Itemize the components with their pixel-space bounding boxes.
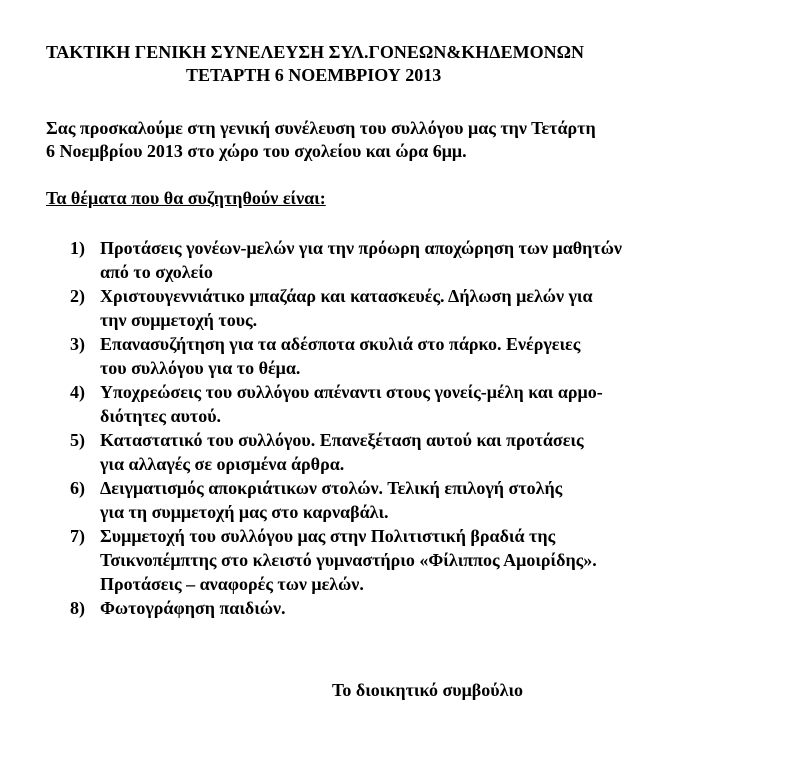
topic-number: 5): [70, 430, 85, 450]
topic-text-line: Καταστατικό του συλλόγου. Επανεξέταση αυτού και προτάσεις: [100, 430, 584, 450]
topic-text: [100, 524, 770, 596]
topic-text: [100, 284, 770, 332]
topic-text-line: Επανασυζήτηση για τα αδέσποτα σκυλιά στο πάρκο. Ενέργειες: [100, 334, 581, 354]
topic-text: [100, 476, 770, 524]
topic-text-line: του συλλόγου για το θέμα.: [100, 358, 301, 378]
intro-line-2: 6 Νοεμβρίου 2013 στο χώρο του σχολείου και ώρα 6μμ.: [46, 141, 467, 161]
topic-text: [100, 332, 770, 380]
document-title-line-1: ΤΑΚΤΙΚΗ ΓΕΝΙΚΗ ΣΥΝΕΛΕΥΣΗ ΣΥΛ.ΓΟΝΕΩΝ&ΚΗΔΕΜΟΝΩΝ: [46, 42, 585, 62]
topic-text-line: για αλλαγές σε ορισμένα άρθρα.: [100, 454, 345, 474]
topic-number: 4): [70, 382, 85, 402]
topic-text: [100, 236, 770, 284]
topic-text-line: την συμμετοχή τους.: [100, 310, 258, 330]
topics-heading: Τα θέματα που θα συζητηθούν είναι:: [46, 188, 326, 208]
topic-number: 7): [70, 526, 85, 546]
topic-text: [100, 428, 770, 476]
topics-list: [70, 236, 770, 620]
topic-text-line: Φωτογράφηση παιδιών.: [100, 598, 286, 618]
topic-number: 3): [70, 334, 85, 354]
topic-text-line: Τσικνοπέμπτης στο κλειστό γυμναστήριο «Φίλιππος Αμοιρίδης».: [100, 550, 597, 570]
topic-text-line: από το σχολείο: [100, 262, 213, 282]
topic-item: [70, 596, 770, 620]
topic-item: [70, 428, 770, 476]
topic-number: 2): [70, 286, 85, 306]
topic-text-line: διότητες αυτού.: [100, 406, 222, 426]
topic-item: [70, 284, 770, 332]
topic-item: [70, 524, 770, 596]
topic-text-line: Συμμετοχή του συλλόγου μας στην Πολιτιστική βραδιά της: [100, 526, 556, 546]
document-title-line-2: ΤΕΤΑΡΤΗ 6 ΝΟΕΜΒΡΙΟΥ 2013: [186, 65, 442, 85]
topic-number: 8): [70, 598, 85, 618]
topic-text: [100, 380, 770, 428]
topic-text-line: Δειγματισμός αποκριάτικων στολών. Τελική επιλογή στολής: [100, 478, 563, 498]
topic-text-line: Υποχρεώσεις του συλλόγου απέναντι στους γονείς-μέλη και αρμο-: [100, 382, 603, 402]
topic-text-line: Προτάσεις γονέων-μελών για την πρόωρη αποχώρηση των μαθητών: [100, 238, 622, 258]
topic-text-line: Προτάσεις – αναφορές των μελών.: [100, 574, 364, 594]
topic-text: [100, 596, 770, 620]
intro-line-1: Σας προσκαλούμε στη γενική συνέλευση του συλλόγου μας την Τετάρτη: [46, 118, 596, 138]
topic-item: [70, 236, 770, 284]
topic-text-line: για τη συμμετοχή μας στο καρναβάλι.: [100, 502, 389, 522]
topic-number: 6): [70, 478, 85, 498]
topic-item: [70, 332, 770, 380]
topic-item: [70, 380, 770, 428]
signature: Το διοικητικό συμβούλιο: [332, 680, 524, 700]
topic-number: 1): [70, 238, 85, 258]
topic-item: [70, 476, 770, 524]
topic-text-line: Χριστουγεννιάτικο μπαζάαρ και κατασκευές. Δήλωση μελών για: [100, 286, 593, 306]
